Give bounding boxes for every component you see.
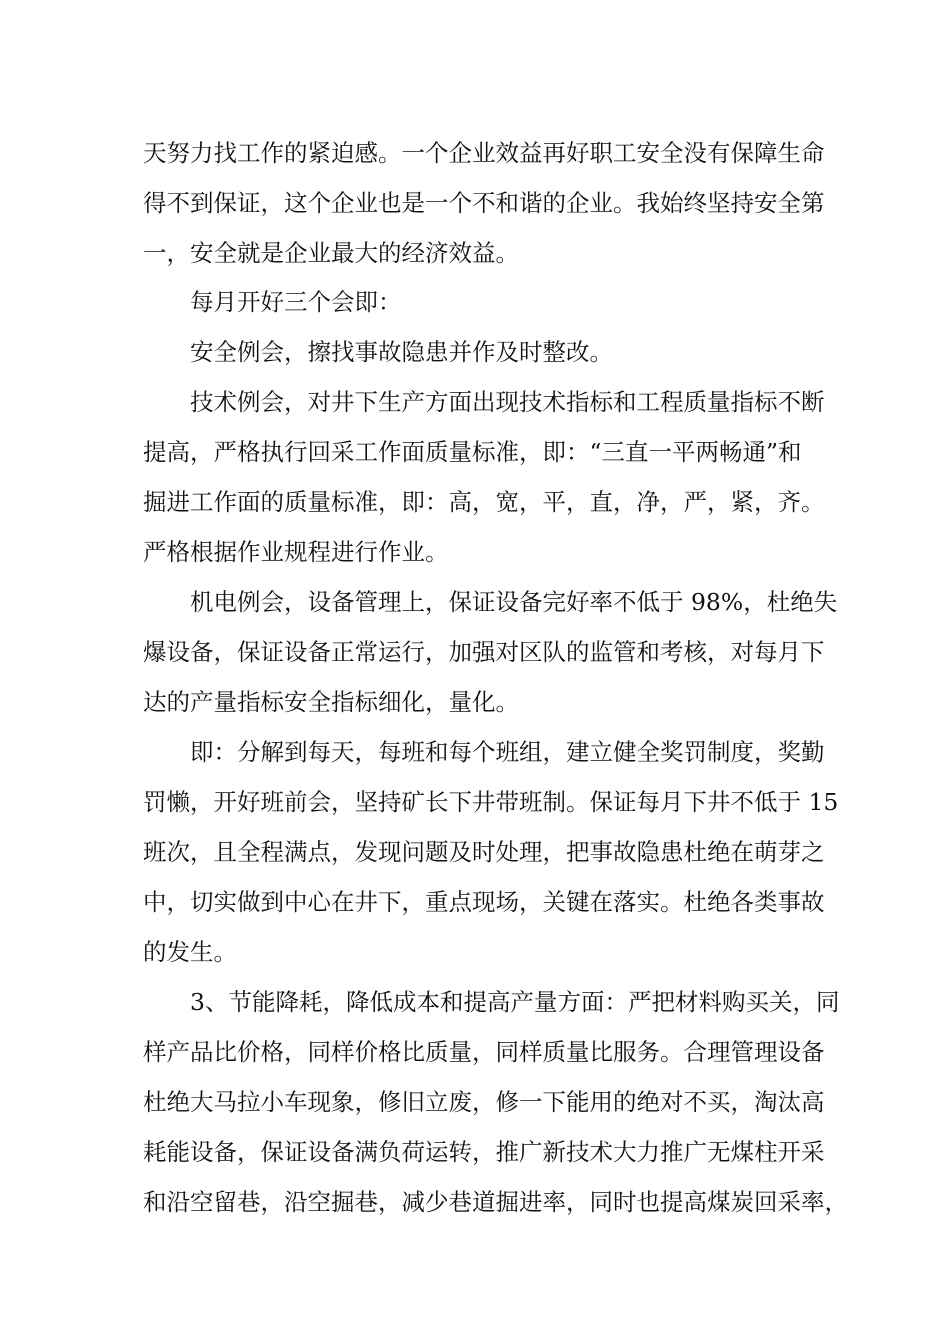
text-line: 即：分解到每天，每班和每个班组，建立健全奖罚制度，奖勤	[190, 738, 825, 766]
text-line: 3、节能降耗，降低成本和提高产量方面：严把材料购买关，同	[190, 988, 840, 1016]
text-line: 技术例会，对井下生产方面出现技术指标和工程质量指标不断	[190, 388, 825, 416]
text-line: 天努力找工作的紧迫感。一个企业效益再好职工安全没有保障生命	[143, 139, 825, 167]
text-line: 爆设备，保证设备正常运行，加强对区队的监管和考核，对每月下	[143, 638, 825, 666]
text-line: 罚懒，开好班前会，坚持矿长下井带班制。保证每月下井不低于 15	[143, 788, 839, 816]
text-line: 耗能设备，保证设备满负荷运转，推广新技术大力推广无煤柱开采	[143, 1138, 825, 1166]
text-line: 严格根据作业规程进行作业。	[143, 538, 449, 566]
text-line: 中，切实做到中心在井下，重点现场，关键在落实。杜绝各类事故	[143, 888, 825, 916]
text-line: 和沿空留巷，沿空掘巷，减少巷道掘进率，同时也提高煤炭回采率，	[143, 1188, 848, 1216]
text-line: 得不到保证，这个企业也是一个不和谐的企业。我始终坚持安全第	[143, 189, 825, 217]
text-line: 一，安全就是企业最大的经济效益。	[143, 239, 519, 267]
text-line: 样产品比价格，同样价格比质量，同样质量比服务。合理管理设备	[143, 1038, 825, 1066]
paragraph-heading: 每月开好三个会即：	[190, 288, 402, 316]
text-line: 的发生。	[143, 938, 237, 966]
text-line: 提高，严格执行回采工作面质量标准，即：“三直一平两畅通”和	[143, 438, 802, 466]
text-line: 掘进工作面的质量标准，即：高，宽，平，直，净，严，紧，齐。	[143, 488, 825, 516]
text-line: 安全例会，擦找事故隐患并作及时整改。	[190, 338, 613, 366]
text-line: 班次，且全程满点，发现问题及时处理，把事故隐患杜绝在萌芽之	[143, 838, 825, 866]
text-line: 达的产量指标安全指标细化，量化。	[143, 688, 519, 716]
text-line: 机电例会，设备管理上，保证设备完好率不低于 98%，杜绝失	[190, 588, 838, 616]
text-line: 杜绝大马拉小车现象，修旧立废，修一下能用的绝对不买，淘汰高	[143, 1088, 825, 1116]
